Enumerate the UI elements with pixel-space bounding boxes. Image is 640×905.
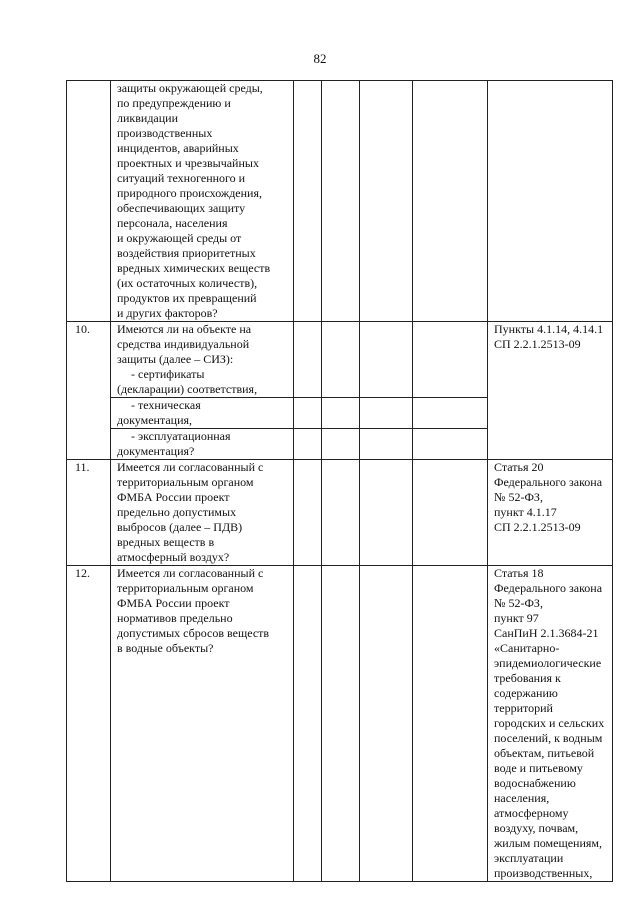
reference-line: пункт 4.1.17 (494, 505, 557, 519)
answer-yes-cell (294, 322, 322, 398)
answer-no-cell (322, 322, 360, 398)
row-number-cell (67, 81, 111, 322)
note-cell (413, 460, 488, 566)
answer-yes-cell (294, 460, 322, 566)
question-line: Имеется ли согласованный с (117, 460, 264, 474)
question-line: ФМБА России проект (117, 490, 230, 504)
question-line: ликвидации (117, 111, 179, 125)
reference-line: № 52-ФЗ, (494, 596, 543, 610)
reference-line: населения, (494, 791, 550, 805)
answer-no-cell (322, 81, 360, 322)
question-line: допустимых сбросов веществ (117, 626, 270, 640)
reference-cell (488, 566, 613, 882)
question-cell (111, 322, 294, 398)
reference-line: требования к (494, 671, 561, 685)
answer-no-cell (322, 460, 360, 566)
reference-line: водоснабжению (494, 776, 576, 790)
answer-na-cell (360, 566, 413, 882)
table-row-10 (67, 322, 613, 398)
question-cell (111, 429, 294, 460)
sub-item-line: документация, (117, 413, 193, 427)
question-line: Имеются ли на объекте на (117, 322, 252, 336)
sub-item-line: - сертификаты (131, 367, 205, 381)
reference-line: жилым помещениям, (494, 836, 602, 850)
note-cell (413, 429, 488, 460)
answer-na-cell (360, 398, 413, 429)
answer-yes-cell (294, 81, 322, 322)
answer-na-cell (360, 81, 413, 322)
reference-line: Федерального закона (494, 475, 603, 489)
question-line: защиты окружающей среды, (117, 81, 263, 95)
reference-line: эпидемиологические (494, 656, 602, 670)
reference-line: объектам, питьевой (494, 746, 595, 760)
question-cell (111, 460, 294, 566)
sub-item-line: (декларации) соответствия, (117, 382, 258, 396)
reference-line: поселений, к водным (494, 731, 603, 745)
question-line: атмосферный воздух? (117, 550, 230, 564)
reference-line: Федерального закона (494, 581, 603, 595)
question-line: нормативов предельно (117, 611, 233, 625)
reference-line: «Санитарно- (494, 641, 560, 655)
answer-yes-cell (294, 398, 322, 429)
question-line: защиты (далее – СИЗ): (117, 352, 234, 366)
question-cell (111, 81, 294, 322)
question-line: воздействия приоритетных (117, 246, 256, 260)
note-cell (413, 322, 488, 398)
answer-no-cell (322, 398, 360, 429)
reference-line: СП 2.2.1.2513-09 (494, 337, 581, 351)
answer-yes-cell (294, 566, 322, 882)
question-line: обеспечивающих защиту (117, 201, 246, 215)
checklist-table (66, 80, 613, 882)
question-line: территориальным органом (117, 475, 254, 489)
question-line: средства индивидуальной (117, 337, 250, 351)
question-line: Имеется ли согласованный с (117, 566, 264, 580)
question-line: предельно допустимых (117, 505, 237, 519)
reference-line: воздуху, почвам, (494, 821, 579, 835)
reference-line: производственных, (494, 866, 593, 880)
row-number-cell: 12. (67, 566, 111, 882)
question-line: по предупреждению и (117, 96, 231, 110)
reference-line: городских и сельских (494, 716, 605, 730)
reference-line: пункт 97 (494, 611, 539, 625)
question-line: вредных веществ в (117, 535, 215, 549)
note-cell (413, 81, 488, 322)
question-cell (111, 398, 294, 429)
question-line: в водные объекты? (117, 641, 214, 655)
note-cell (413, 566, 488, 882)
answer-na-cell (360, 460, 413, 566)
row-number-cell: 11. (67, 460, 111, 566)
sub-item-line: документация? (117, 444, 195, 458)
reference-cell (488, 460, 613, 566)
reference-line: СанПиН 2.1.3684-21 (494, 626, 599, 640)
question-line: и окружающей среды от (117, 231, 242, 245)
answer-yes-cell (294, 429, 322, 460)
table-row-12 (67, 566, 613, 882)
answer-na-cell (360, 322, 413, 398)
question-line: ФМБА России проект (117, 596, 230, 610)
answer-no-cell (322, 566, 360, 882)
reference-line: воде и питьевому (494, 761, 583, 775)
reference-line: Пункты 4.1.14, 4.14.1 (494, 322, 604, 336)
row-number-cell: 10. (67, 322, 111, 460)
table-row-11 (67, 460, 613, 566)
reference-cell (488, 81, 613, 322)
reference-cell (488, 322, 613, 460)
reference-line: содержанию (494, 686, 558, 700)
note-cell (413, 398, 488, 429)
question-line: вредных химических веществ (117, 261, 271, 275)
question-line: персонала, населения (117, 216, 228, 230)
question-cell (111, 566, 294, 882)
question-line: инцидентов, аварийных (117, 141, 239, 155)
question-line: природного происхождения, (117, 186, 262, 200)
reference-line: эксплуатации (494, 851, 564, 865)
question-line: выбросов (далее – ПДВ) (117, 520, 243, 534)
reference-line: атмосферному (494, 806, 569, 820)
reference-line: Статья 20 (494, 460, 544, 474)
reference-line: № 52-ФЗ, (494, 490, 543, 504)
page-number: 82 (313, 51, 327, 66)
sub-item-line: - эксплуатационная (131, 429, 231, 443)
question-line: и других факторов? (117, 306, 218, 320)
question-line: ситуаций техногенного и (117, 171, 246, 185)
answer-na-cell (360, 429, 413, 460)
reference-line: Статья 18 (494, 566, 544, 580)
question-line: территориальным органом (117, 581, 254, 595)
question-line: производственных (117, 126, 213, 140)
reference-line: СП 2.2.1.2513-09 (494, 520, 581, 534)
answer-no-cell (322, 429, 360, 460)
question-line: продуктов их превращений (117, 291, 257, 305)
reference-line: территорий (494, 701, 553, 715)
question-line: (их остаточных количеств), (117, 276, 258, 290)
question-line: проектных и чрезвычайных (117, 156, 259, 170)
sub-item-line: - техническая (131, 398, 201, 412)
table-row-continuation (67, 81, 613, 322)
